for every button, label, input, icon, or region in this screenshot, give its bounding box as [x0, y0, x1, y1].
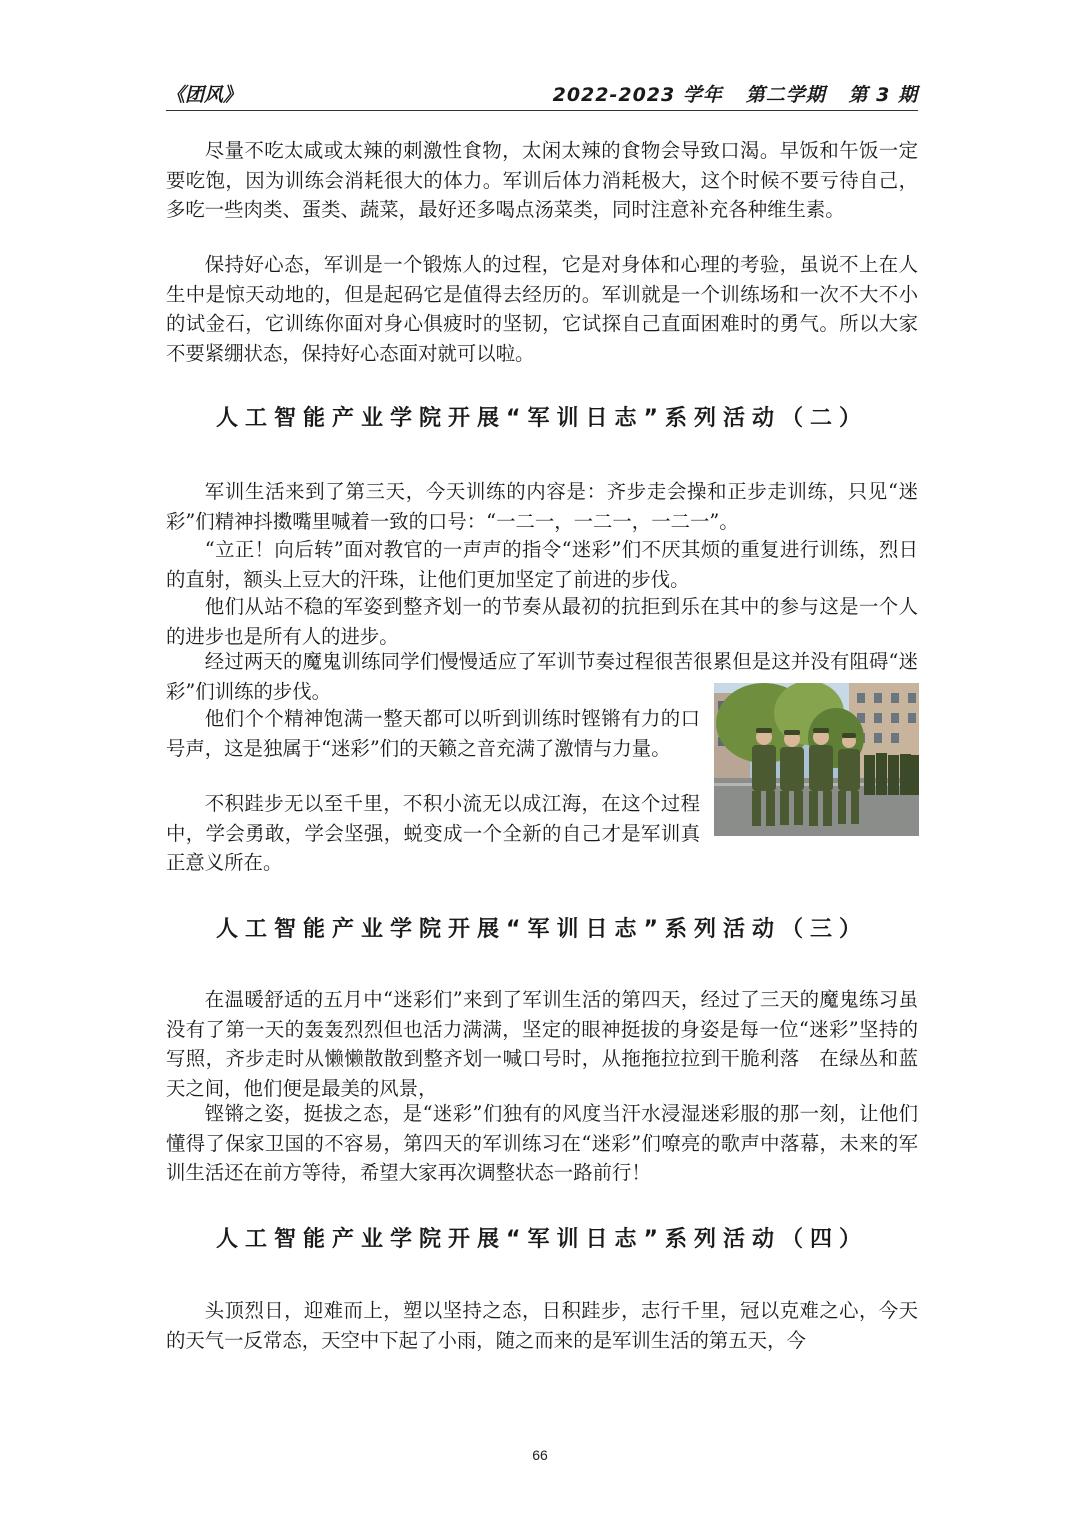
- section2-paragraph-3: 他们从站不稳的军姿到整齐划一的节奏从最初的抗拒到乐在其中的参与这是一个人的进步也是所有人的进步。: [166, 595, 918, 648]
- intro-paragraph-2: 保持好心态，军训是一个锻炼人的过程，它是对身体和心理的考验，虽说不上在人生中是惊天动地的，但是起码它是值得去经历的。军训就是一个训练场和一次不大不小的试金石，它训练你面对身心俱疲时的坚韧，它试探自己直面困难时的勇气。所以大家不要紧绷状态，保持好心态面对就可以啦。: [166, 253, 918, 365]
- section2-paragraph-2: “立正！向后转”面对教官的一声声的指令“迷彩”们不厌其烦的重复进行训练，烈日的直射，额头上豆大的汗珠，让他们更加坚定了前进的步伐。: [166, 538, 918, 591]
- section2-paragraph-4: 经过两天的魔鬼训练同学们慢慢适应了军训节奏过程很苦很累但是这并没有阻碍“迷彩”们训练的步伐。: [166, 650, 918, 703]
- section3-paragraph-1: 在温暖舒适的五月中“迷彩们”来到了军训生活的第四天，经过了三天的魔鬼练习虽没有了第一天的轰轰烈烈但也活力满满，坚定的眼神挺拔的身姿是每一位“迷彩”坚持的写照，齐步走时从懒懒散散到整齐划一喊口号时，从拖拖拉拉到干脆利落 在绿丛和蓝天之间，他们便是最美的风景，: [166, 988, 918, 1100]
- section-title-3: 人工智能产业学院开展“军训日志”系列活动（三）: [216, 917, 868, 942]
- magazine-title: 《团风》: [166, 84, 243, 106]
- intro-paragraph-1: 尽量不吃太咸或太辣的刺激性食物，太闲太辣的食物会导致口渴。早饭和午饭一定要吃饱，因为训练会消耗很大的体力。军训后体力消耗极大，这个时候不要亏待自己，多吃一些肉类、蛋类、蔬菜，最好还多喝点汤菜类，同时注意补充各种维生素。: [166, 139, 918, 221]
- section2-paragraph-6: 不积跬步无以至千里，不积小流无以成江海，在这个过程中，学会勇敢，学会坚强，蜕变成一个全新的自己才是军训真正意义所在。: [166, 792, 700, 874]
- section-title-2: 人工智能产业学院开展“军训日志”系列活动（二）: [216, 406, 868, 431]
- page-header: [166, 78, 918, 111]
- section3-paragraph-2: 铿锵之姿，挺拔之态，是“迷彩”们独有的风度当汗水浸湿迷彩服的那一刻，让他们懂得了保家卫国的不容易，第四天的军训练习在“迷彩”们嘹亮的歌声中落幕，未来的军训生活还在前方等待，希望大家再次调整状态一路前行！: [166, 1102, 918, 1184]
- section2-paragraph-1: 军训生活来到了第三天，今天训练的内容是：齐步走会操和正步走训练，只见“迷彩”们精神抖擞嘴里喊着一致的口号：“一二一，一二一，一二一”。: [166, 480, 918, 533]
- military-training-photo: [714, 683, 919, 836]
- issue-info: 2022-2023 学年 第二学期 第 3 期: [552, 84, 918, 106]
- section-title-4: 人工智能产业学院开展“军训日志”系列活动（四）: [216, 1227, 868, 1252]
- section4-paragraph-1: 头顶烈日，迎难而上，塑以坚持之态，日积跬步，志行千里，冠以克难之心，今天的天气一反常态，天空中下起了小雨，随之而来的是军训生活的第五天，今: [166, 1299, 918, 1352]
- section2-paragraph-5: 他们个个精神饱满一整天都可以听到训练时铿锵有力的口号声，这是独属于“迷彩”们的天籁之音充满了激情与力量。: [166, 707, 700, 760]
- page-number: 66: [532, 1447, 548, 1463]
